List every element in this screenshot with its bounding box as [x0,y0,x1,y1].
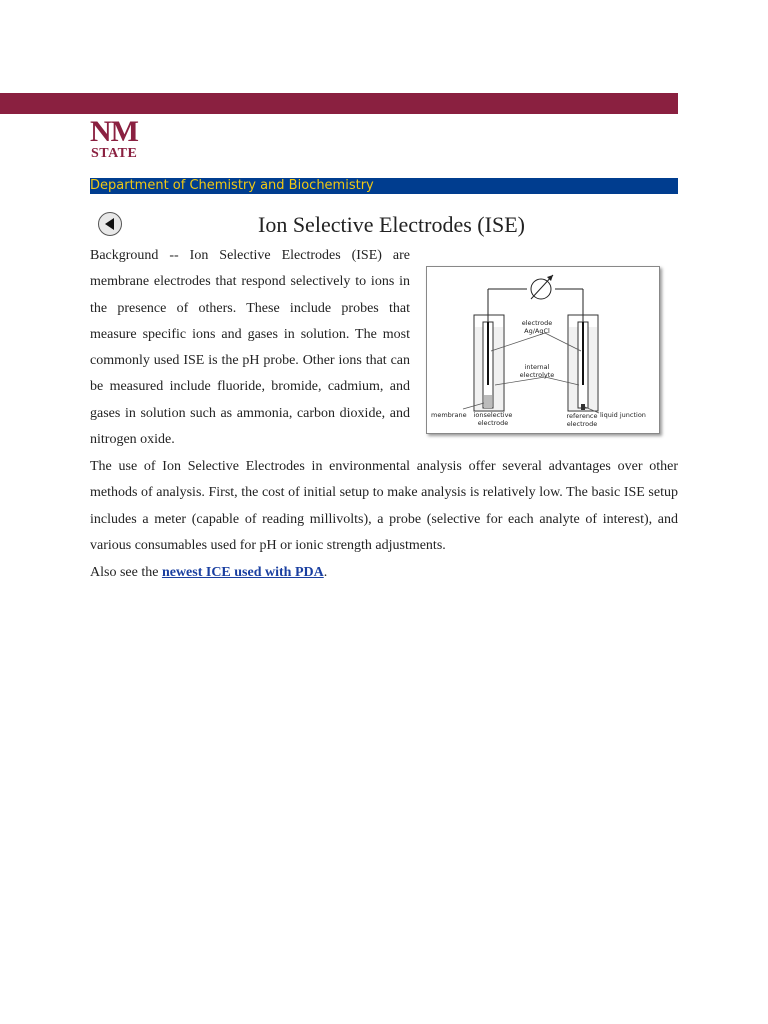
logo-nm-text: NM [90,115,138,148]
label-internal-2: electrolyte [519,371,555,379]
main-paragraph: The use of Ion Selective Electrodes in environmental analysis offer several advantages over other methods of analysis. First, the cost of initial setup to make analysis is relatively low. The basic ISE setup includes a meter (capable of reading millivolts), a probe (selective for each analyte of interest), and various consumables used for pH or ionic strength adjustments. [90,459,678,553]
liquid-junction-mark [581,404,585,410]
nmstate-logo[interactable] [90,112,148,165]
also-see-line [90,560,678,586]
ise-diagram-svg [427,267,659,433]
also-see-suffix: . [323,565,328,580]
back-button[interactable] [98,212,122,236]
label-electrode-2: Ag/AgCl [524,327,550,335]
background-paragraph: Background -- Ion Selective Electrodes (ISE) are membrane electrodes that respond selectively to ions in the presence of others. These include probes that measure specific ions and gases in solution. The most commonly used ISE is the pH probe. Other ions that can be measured include fluoride, bromide, cadmium, and gases in solution such as ammonia, carbon dioxide, and nitrogen oxide. [90,248,410,448]
label-internal-1: internal [524,363,550,371]
department-banner [90,178,678,194]
page-title: Ion Selective Electrodes (ISE) [258,212,525,237]
label-reference-2: electrode [566,420,598,428]
logo-state-text: STATE [91,146,138,161]
label-ionselective-2: electrode [477,419,509,427]
label-liquid-junction: liquid junction [600,411,646,419]
top-crimson-bar [0,93,678,114]
left-membrane [484,395,492,408]
back-arrow-icon [105,218,114,230]
label-electrode-1: electrode [521,319,553,327]
label-membrane: membrane [431,411,467,419]
department-name: Department of Chemistry and Biochemistry [90,178,374,193]
newest-ice-pda-link[interactable]: newest ICE used with PDA [161,565,324,580]
label-ionselective-1: ionselective [473,411,513,419]
ise-diagram [426,266,660,434]
also-see-prefix: Also see the [90,565,162,580]
label-reference-1: reference [566,412,598,420]
